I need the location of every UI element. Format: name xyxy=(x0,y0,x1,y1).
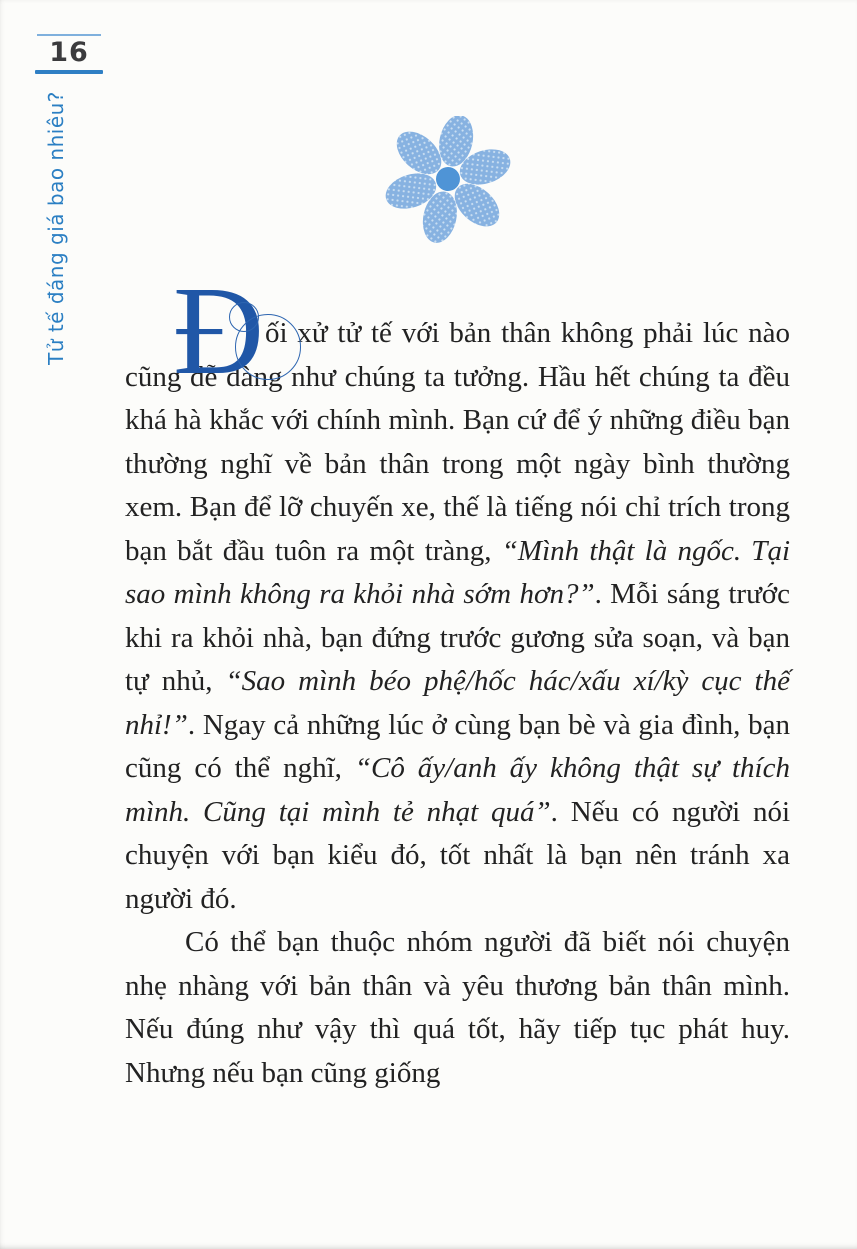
paragraph-1-quote-1: “Mình thật là ngốc. Tại sao mình không ra khỏi nhà sớm hơn?” xyxy=(125,534,790,610)
vertical-running-title: Tử tế đáng giá bao nhiêu? xyxy=(44,91,68,365)
paragraph-1-quote-3: “Cô ấy/anh ấy không thật sự thích mình. Cũng tại mình tẻ nhạt quá” xyxy=(125,752,790,828)
dropcap-letter: Đ xyxy=(173,262,264,401)
paragraph-1-text-2: . Mỗi sáng trước khi ra khỏi nhà, bạn đứng trước gương sửa soạn, và bạn tự nhủ, xyxy=(125,578,790,697)
paragraph-1-quote-2: “Sao mình béo phệ/hốc hác/xấu xí/kỳ cục thế nhỉ!” xyxy=(125,665,790,741)
paragraph-1-text: ối xử tử tế với bản thân không phải lúc nào cũng dễ dàng như chúng ta tưởng. Hầu hết chúng ta đều khá hà khắc với chính mình. Bạn cứ để ý những điều bạn thường nghĩ về bản thân trong một ngày bình thường xem. Bạn để lỡ chuyến xe, thế là tiếng nói chỉ trích trong bạn bắt đầu tuôn ra một tràng, xyxy=(125,317,790,567)
folio-rule-bottom xyxy=(35,70,103,74)
page-number-block xyxy=(35,34,103,74)
paragraph-1-text-3: . Ngay cả những lúc ở cùng bạn bè và gia đình, bạn cũng có thể nghĩ, xyxy=(125,708,790,784)
body-text xyxy=(125,262,791,1095)
paragraph-1-text-4: . Nếu có người nói chuyện với bạn kiểu đó, tốt nhất là bạn nên tránh xa người đó. xyxy=(125,795,791,915)
page-number: 16 xyxy=(49,37,89,68)
flower-ornament-icon xyxy=(382,116,514,249)
paragraph-2: Có thể bạn thuộc nhóm người đã biết nói chuyện nhẹ nhàng với bản thân và yêu thương bản thân mình. Nếu đúng như vậy thì quá tốt, hãy tiếp tục phát huy. Nhưng nếu bạn cũng giống xyxy=(125,926,790,1089)
paragraph-1 xyxy=(125,312,790,921)
